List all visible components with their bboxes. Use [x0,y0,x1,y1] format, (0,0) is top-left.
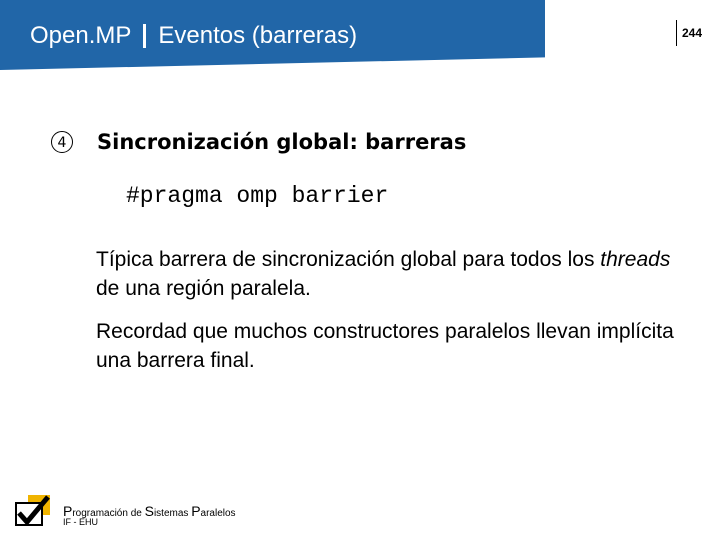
slide-title: Eventos (barreras) [158,22,358,49]
section-heading: Sincronización global: barreras [97,130,467,154]
page-number-divider [676,20,677,46]
paragraph-text: de una región paralela. [96,277,311,300]
emphasis-text: threads [600,248,671,271]
footer-course-title: Programación de Sistemas Paralelos [63,503,236,519]
slide-header [30,18,357,54]
checkmark-box-icon [14,493,52,527]
paragraph-text: Típica barrera de sincronización global para todos los [96,248,601,271]
paragraph-implicit-barrier: Recordad que muchos constructores paralelos llevan implícita una barrera final. [96,320,674,372]
header-separator [143,24,146,48]
header-app-name: Open.MP [30,22,132,49]
paragraph-barrier-description [96,245,676,303]
code-directive: #pragma omp barrier [126,183,389,209]
page-number: 244 [682,26,703,40]
numbered-bullet-icon: 4 [51,131,73,153]
footer-institution: IF - EHU [63,517,98,527]
